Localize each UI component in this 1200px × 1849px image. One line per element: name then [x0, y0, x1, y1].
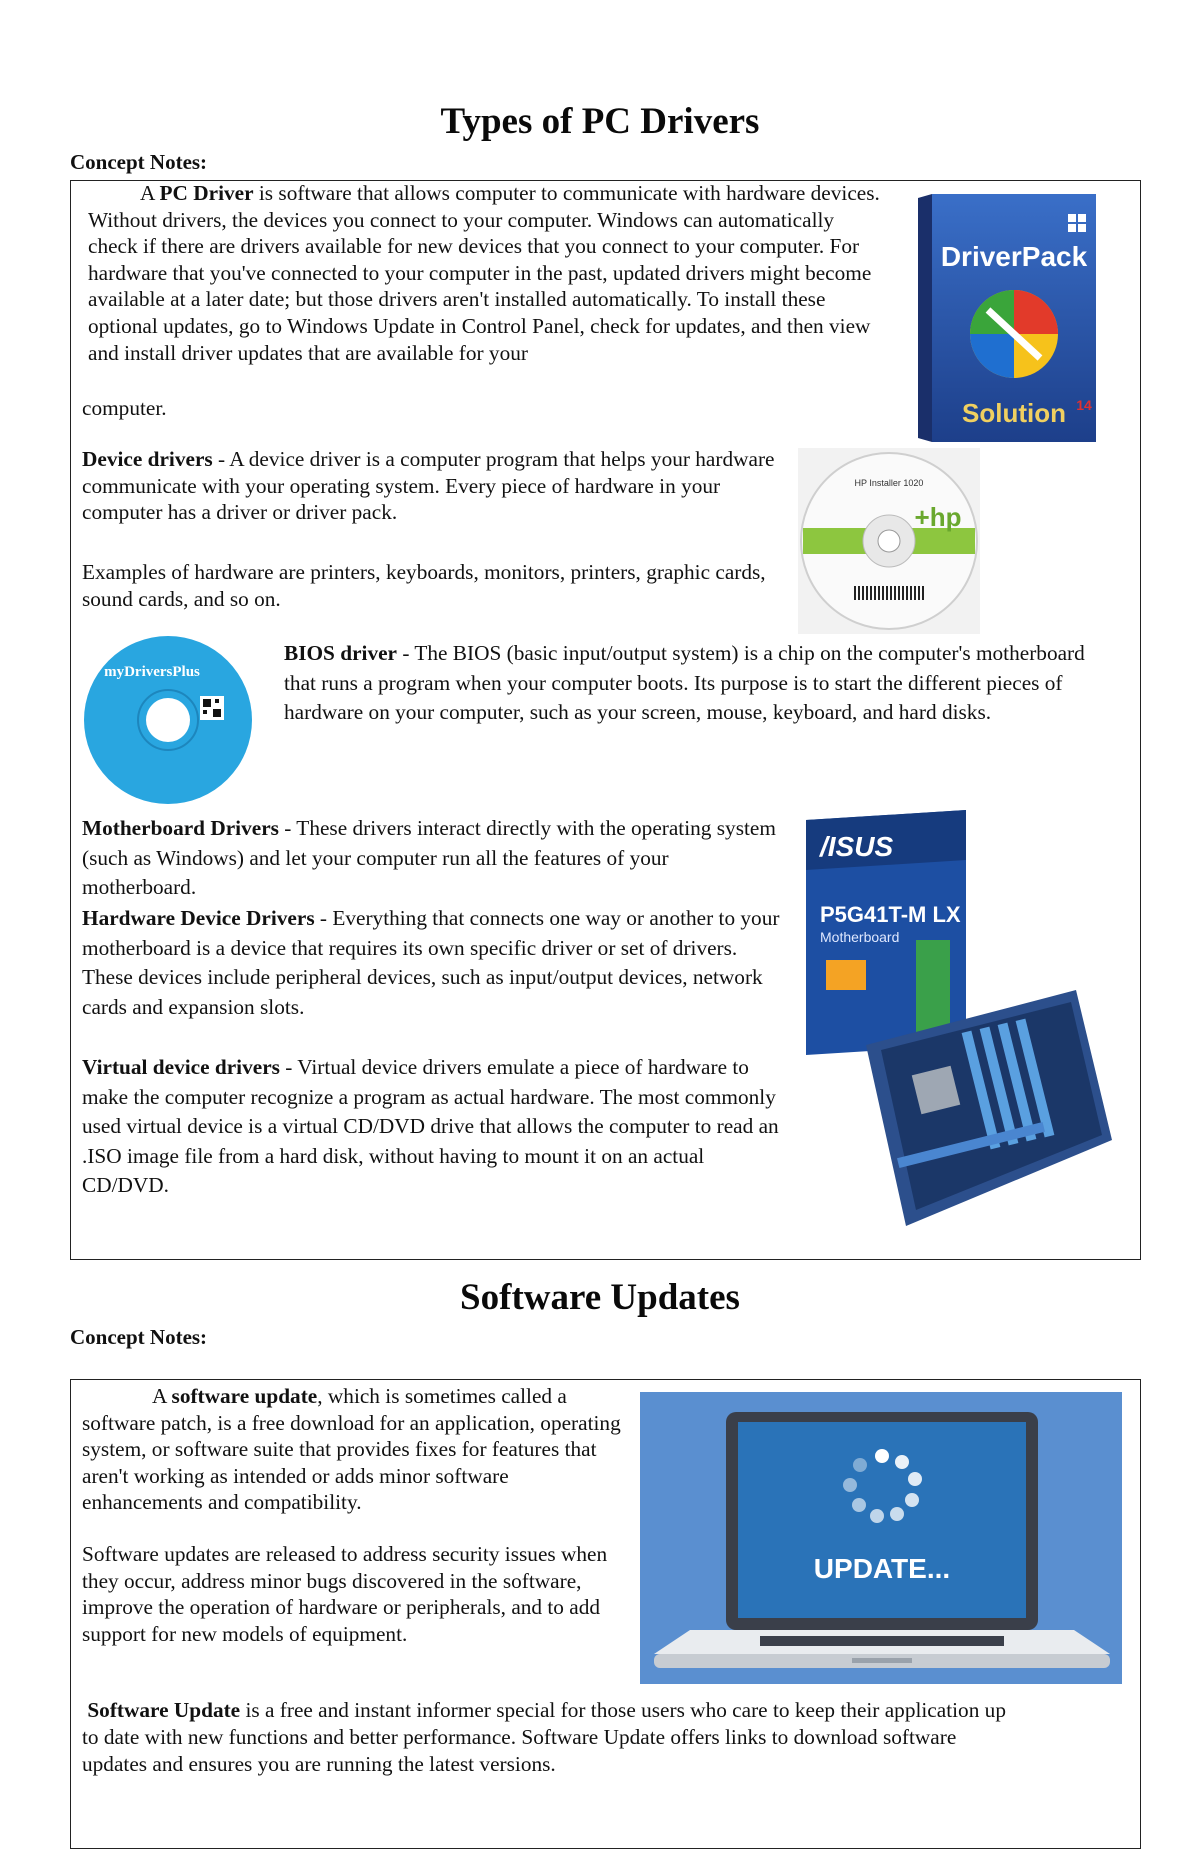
hp-driver-disc-image [798, 448, 980, 634]
bios-driver-paragraph [284, 639, 1104, 728]
section2-notes-label: Concept Notes: [70, 1325, 208, 1349]
section1-title: Types of PC Drivers [440, 101, 760, 142]
hp-plus-label: +hp [914, 502, 962, 532]
software-update-intro-lead: A [152, 1384, 172, 1408]
software-update-tool-paragraph [82, 1697, 1022, 1778]
software-update-reasons-paragraph: Software updates are released to address security issues when they occur, address minor bugs discovered in the software, improve the operation of hardware or peripherals, and to add support for new models of equipment. [82, 1542, 608, 1646]
software-update-intro-text: , which is sometimes called a software patch, is a free download for an application, operating system, or software suite that provides fixes for features that aren't working as intended or adds minor software enhancements and compatibility. [82, 1384, 621, 1515]
hardware-device-drivers-term: Hardware Device Drivers [82, 906, 315, 930]
asus-model: P5G41T-M LX [820, 902, 961, 927]
pc-driver-text: is software that allows computer to communicate with hardware devices. Without drivers, the devices you connect to your computer. Windows can automatically check if there are drivers available for new devices that you connect to your computer. For hardware that you've connected to your computer in the past, updated drivers might become available at a later date; but those drivers aren't installed automatically. To install these optional updates, go to Windows Update in Control Panel, check for updates, and then view and install driver updates that are available for your [88, 181, 880, 365]
driverpack-box-image [918, 194, 1098, 442]
device-drivers-examples: Examples of hardware are printers, keyboards, monitors, printers, graphic cards, sound cards, and so on. [82, 560, 766, 611]
device-drivers-term: Device drivers [82, 447, 213, 471]
laptop-update-image [640, 1392, 1122, 1684]
asus-motherboard-image [806, 810, 1112, 1226]
pc-driver-lead: A [140, 181, 160, 205]
laptop-screen-text: UPDATE... [813, 1553, 951, 1584]
driverpack-version: 14 [1076, 397, 1092, 413]
motherboard-drivers-paragraph [82, 814, 787, 903]
asus-sub: Motherboard [820, 929, 900, 945]
pc-driver-tail: computer. [82, 396, 167, 420]
hardware-device-drivers-paragraph [82, 904, 787, 1022]
bios-driver-text: - The BIOS (basic input/output system) is a chip on the computer's motherboard that runs a program when your computer boots. Its purpose is to start the different pieces of hardware on your computer, such as your screen, mouse, keyboard, and hard disks. [284, 641, 1085, 725]
virtual-device-drivers-paragraph [82, 1053, 787, 1201]
bios-driver-term: BIOS driver [284, 641, 397, 665]
mydrivers-label: myDriversPlus [104, 664, 200, 680]
hp-disc-label: HP Installer 1020 [854, 478, 924, 488]
virtual-device-drivers-term: Virtual device drivers [82, 1055, 280, 1079]
virtual-device-drivers-text: - Virtual device drivers emulate a piece of hardware to make the computer recognize a program as actual hardware. The most commonly used virtual device is a virtual CD/DVD drive that allows the computer to read an .ISO image file from a hard disk, without having to mount it on an actual CD/DVD. [82, 1055, 779, 1198]
pc-driver-term: PC Driver [159, 181, 254, 205]
barcode-icon [853, 586, 925, 600]
section2-title: Software Updates [460, 1277, 740, 1318]
motherboard-drivers-text: - These drivers interact directly with the operating system (such as Windows) and let your computer run all the features of your motherboard. [82, 816, 776, 900]
driverpack-subtitle: Solution [962, 398, 1066, 428]
qr-code-icon [200, 696, 224, 720]
asus-brand: /ISUS [820, 831, 894, 862]
software-update-tool-term: Software Update [87, 1698, 241, 1722]
hardware-device-drivers-text: - Everything that connects one way or another to your motherboard is a device that requires its own specific driver or set of drivers. These devices include peripheral devices, such as input/output devices, network cards and expansion slots. [82, 906, 780, 1019]
device-drivers-paragraph [82, 446, 782, 526]
motherboard-drivers-term: Motherboard Drivers [82, 816, 279, 840]
mydrivers-disc-image [82, 634, 254, 806]
driverpack-logo-icon [970, 290, 1058, 378]
driverpack-title: DriverPack [940, 241, 1088, 272]
software-update-tool-text: is a free and instant informer special for those users who care to keep their application up to date with new functions and better performance. Software Update offers links to download software updates and ensures you are running the latest versions. [82, 1698, 1006, 1776]
pc-driver-paragraph [88, 180, 888, 366]
software-update-intro-term: software update [171, 1384, 318, 1408]
device-drivers-text: - A device driver is a computer program that helps your hardware communicate with your operating system. Every piece of hardware in your computer has a driver or driver pack. [82, 447, 775, 525]
section1-notes-label: Concept Notes: [70, 150, 208, 174]
software-update-intro-paragraph [82, 1383, 622, 1516]
